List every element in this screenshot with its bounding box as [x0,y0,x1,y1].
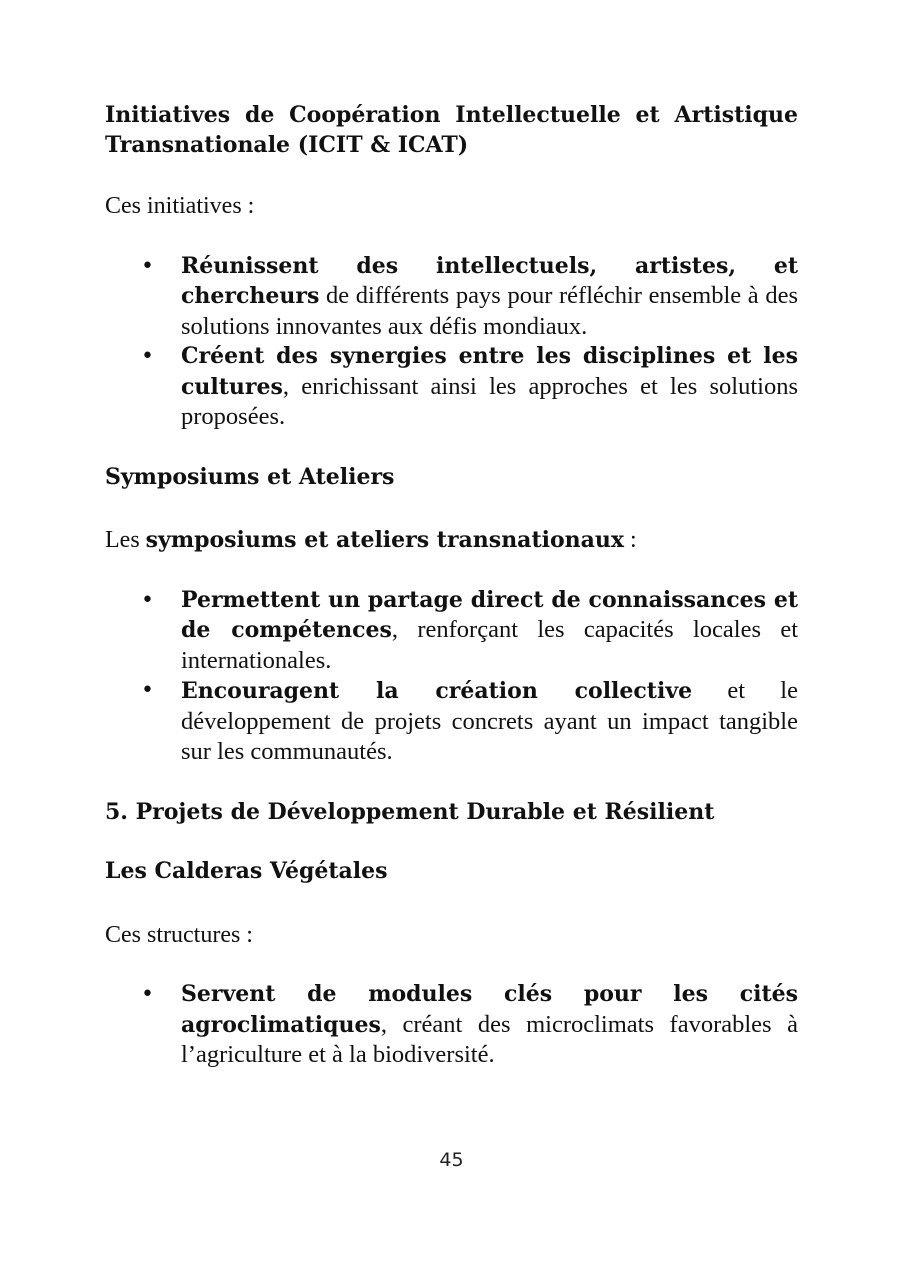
bullet-icon: • [141,982,154,1007]
list-item [141,342,798,433]
item-text: , enrichissant ainsi les approches et les solutions proposées. [181,372,798,430]
bullet-icon: • [141,253,154,279]
item-text: et le développement de projets concrets ayant un impact tangible sur les communautés. [181,677,798,765]
item-bold-text: Réunissent des intellectuels, artistes, et chercheurs [181,252,798,309]
bullet-icon: • [141,587,154,613]
item-bold-text: Permettent un partage direct de connaissances et de compétences [181,586,798,643]
list-item [141,586,799,677]
intro-symposiums [105,526,798,556]
intro-icit: Ces initiatives : [105,193,255,219]
heading-symposiums: Symposiums et Ateliers [105,463,395,490]
list-item [141,676,798,768]
item-text: de différents pays pour réfléchir ensemble à des solutions innovantes aux défis mondiaux. [181,282,798,340]
heading-projets: 5. Projets de Développement Durable et Résilient [105,798,715,825]
intro-calderas: Ces structures : [105,921,253,948]
bullet-icon: • [141,344,154,369]
heading-icit: Initiatives de Coopération Intellectuelle et Artistique Transnationale (ICIT & ICAT) [105,102,798,158]
item-text: , renforçant les capacités locales et internationales. [181,616,799,674]
list-item [141,980,798,1071]
intro-suffix: : [624,527,637,553]
heading-calderas: Les Calderas Végétales [105,858,388,884]
intro-prefix: Les [105,527,146,553]
list-calderas [105,980,798,1071]
bullet-icon: • [141,678,154,703]
page-content [105,101,798,1071]
item-bold-text: Servent de modules clés pour les cités agroclimatiques [181,981,798,1038]
item-text: , créant des microclimats favorables à l’agriculture et à la biodiversité. [181,1010,798,1068]
item-bold-text: Créent des synergies entre les disciplines et les cultures [181,343,798,400]
list-symposiums [105,586,798,768]
list-item [141,252,798,343]
page-number: 45 [439,1149,464,1171]
list-icit [105,252,798,433]
intro-bold: symposiums et ateliers transnationaux [145,527,624,553]
item-bold-text: Encouragent la création collective [181,678,693,704]
